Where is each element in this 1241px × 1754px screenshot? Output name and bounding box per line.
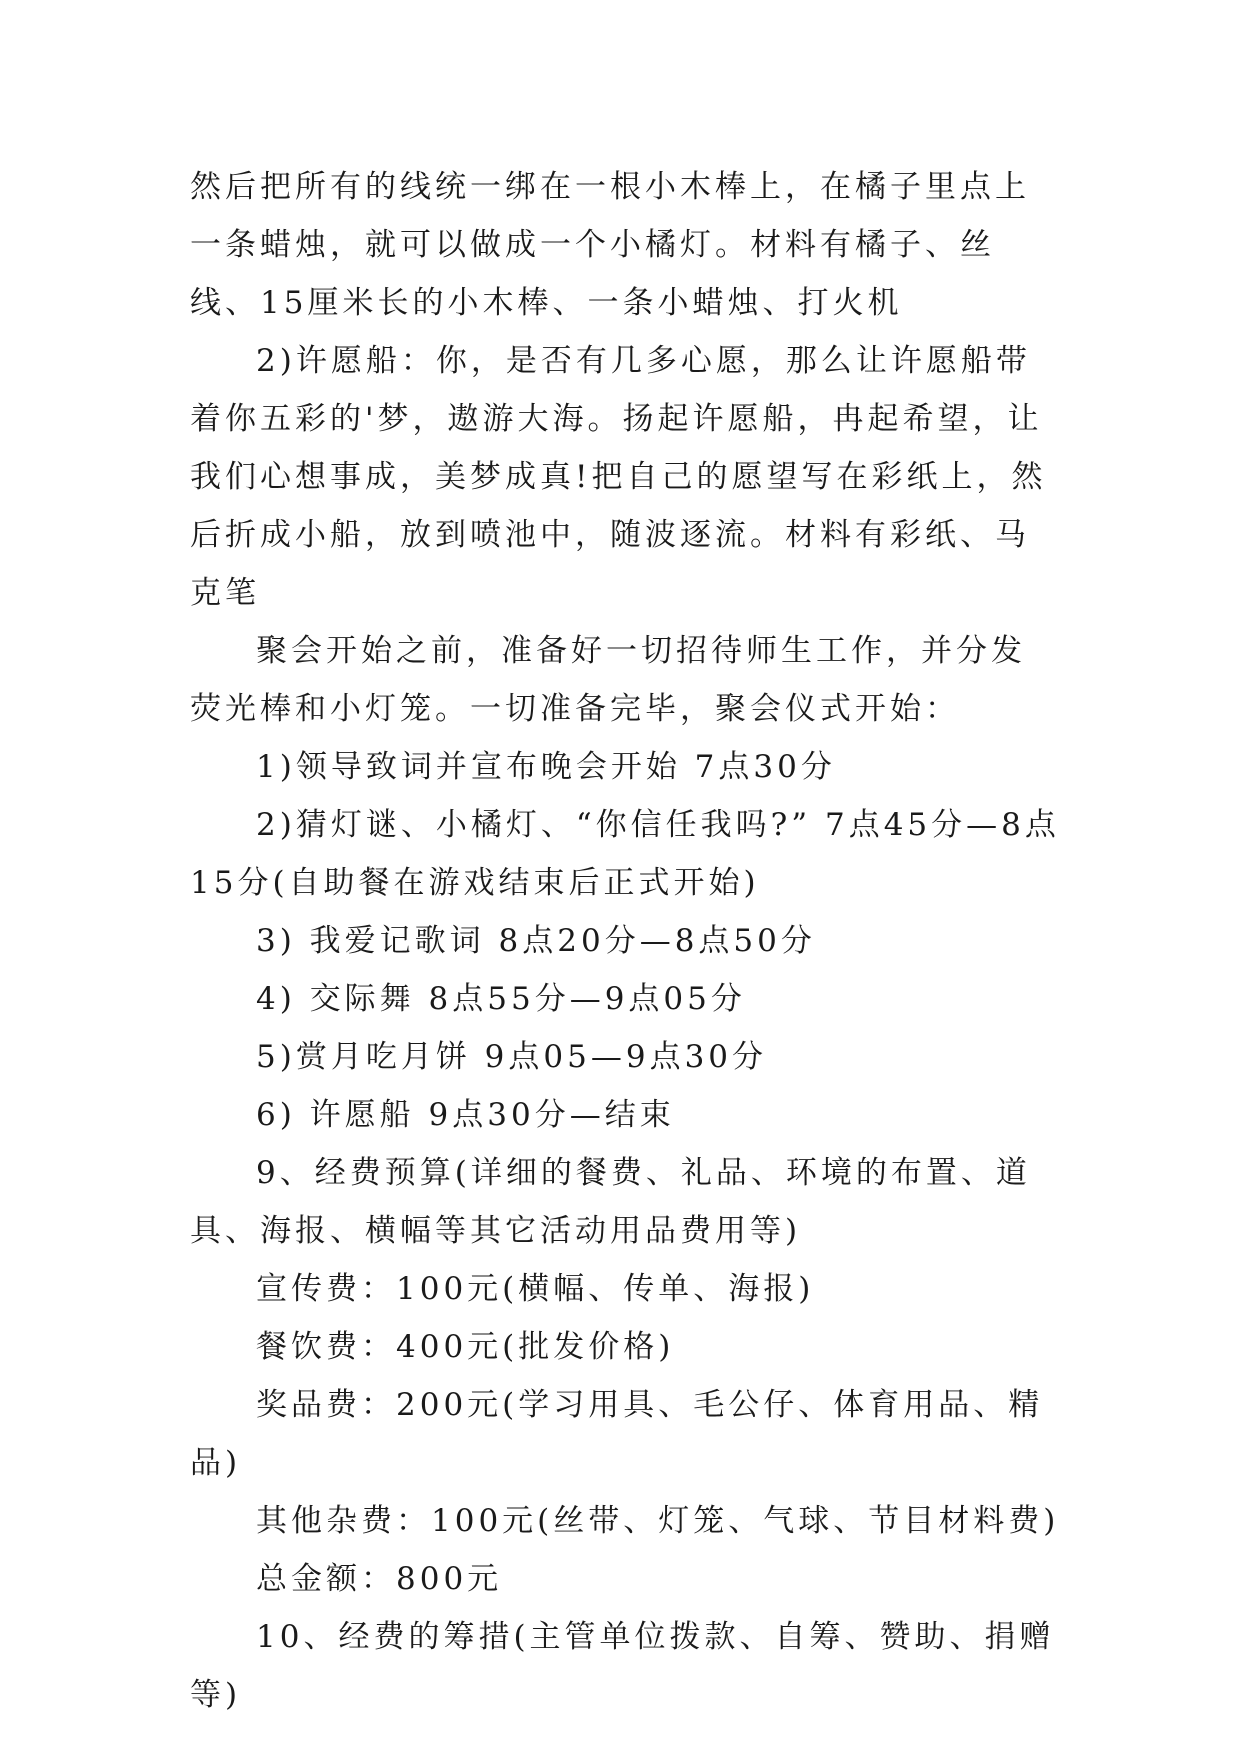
- schedule-item-4: 4) 交际舞 8点55分—9点05分: [256, 981, 746, 1017]
- schedule-item-1: 1)领导致词并宣布晚会开始 7点30分: [256, 749, 836, 785]
- budget-item-prizes: 奖品费：200元(学习用具、毛公仔、体育用品、精品): [190, 1387, 1044, 1481]
- section-funding-heading: 10、经费的筹措(主管单位拨款、自筹、赞助、捐赠等): [190, 1619, 1055, 1713]
- budget-item-publicity: 宣传费：100元(横幅、传单、海报): [256, 1271, 815, 1307]
- paragraph-wish-boat: 2)许愿船：你，是否有几多心愿，那么让许愿船带着你五彩的'梦，遨游大海。扬起许愿船，冉起希望，让我们心想事成，美梦成真!把自己的愿望写在彩纸上，然后折成小船，放到喷池中，随波逐流。材料有彩纸、马克笔: [190, 343, 1047, 611]
- section-budget-heading: 9、经费预算(详细的餐费、礼品、环境的布置、道具、海报、横幅等其它活动用品费用等): [190, 1155, 1031, 1249]
- document-body: [190, 158, 1060, 1724]
- paragraph-intro-orange-lamp: 然后把所有的线统一绑在一根小木棒上，在橘子里点上一条蜡烛，就可以做成一个小橘灯。材料有橘子、丝线、15厘米长的小木棒、一条小蜡烛、打火机: [190, 169, 1030, 321]
- budget-item-catering: 餐饮费：400元(批发价格): [256, 1329, 675, 1365]
- schedule-item-6: 6) 许愿船 9点30分—结束: [256, 1097, 675, 1133]
- budget-total: 总金额：800元: [256, 1561, 503, 1597]
- schedule-item-2: 2)猜灯谜、小橘灯、“你信任我吗?” 7点45分—8点15分(自助餐在游戏结束后正式开始): [190, 807, 1060, 901]
- budget-item-misc: 其他杂费：100元(丝带、灯笼、气球、节目材料费): [256, 1503, 1060, 1539]
- schedule-item-3: 3) 我爱记歌词 8点20分—8点50分: [256, 923, 816, 959]
- schedule-item-5: 5)赏月吃月饼 9点05—9点30分: [256, 1039, 768, 1075]
- paragraph-party-start: 聚会开始之前，准备好一切招待师生工作，并分发荧光棒和小灯笼。一切准备完毕，聚会仪式开始：: [190, 633, 1026, 727]
